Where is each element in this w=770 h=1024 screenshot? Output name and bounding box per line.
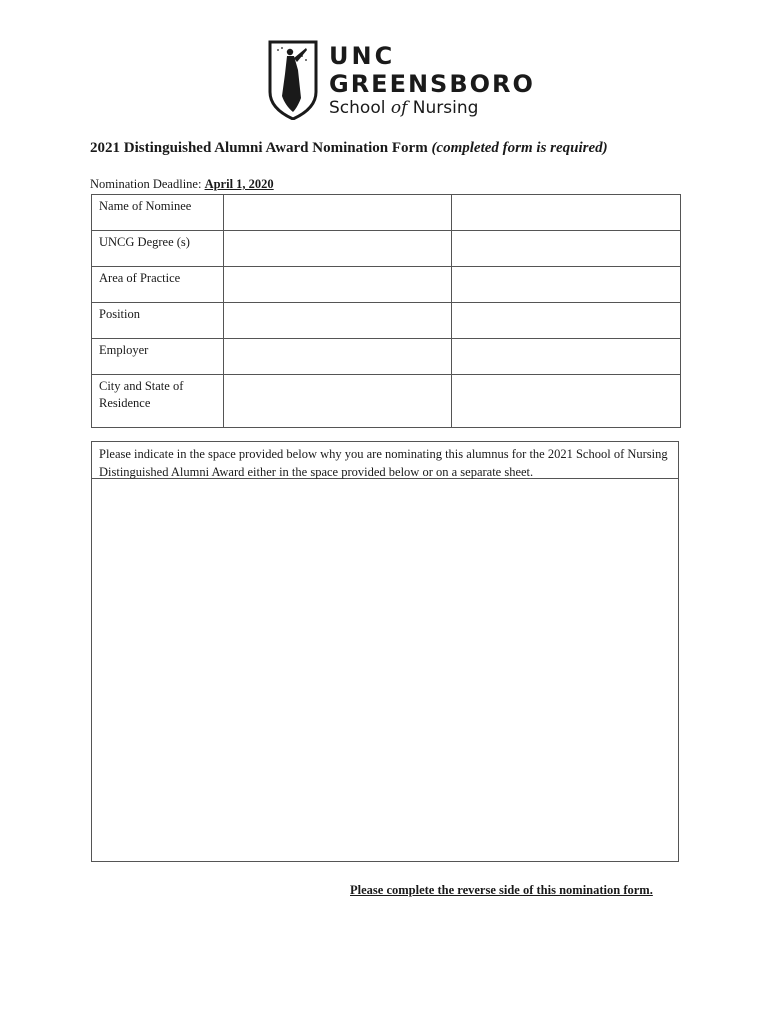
logo-school-prefix: School [329, 98, 391, 118]
area-of-practice-field-1[interactable] [224, 267, 452, 303]
position-field-1[interactable] [224, 303, 452, 339]
logo-text-unc: UNC [329, 42, 396, 70]
field-label: UNCG Degree (s) [99, 235, 190, 249]
field-label: City and State of Residence [99, 379, 184, 410]
field-label: Area of Practice [99, 271, 181, 285]
shield-statue-icon [268, 40, 318, 120]
form-title-text: 2021 Distinguished Alumni Award Nomination Form [90, 140, 428, 156]
nominee-name-field-1[interactable] [224, 195, 452, 231]
field-label-cell [92, 195, 224, 231]
logo-school-of: of [390, 98, 408, 118]
table-row [92, 267, 681, 303]
reason-text-area[interactable] [92, 479, 678, 861]
logo-text-school [329, 98, 478, 118]
uncg-logo [268, 40, 535, 122]
residence-field-2[interactable] [452, 375, 681, 428]
field-label: Employer [99, 343, 149, 357]
field-label-cell [92, 231, 224, 267]
table-row [92, 375, 681, 428]
table-row [92, 339, 681, 375]
field-label-cell [92, 339, 224, 375]
form-title-note: (completed form is required) [431, 140, 608, 156]
reason-prompt: Please indicate in the space provided below why you are nominating this alumnus for the 2021 School of Nursing Distinguished Alumni Award either in the space provided below or on a separate sheet. [92, 442, 678, 479]
area-of-practice-field-2[interactable] [452, 267, 681, 303]
nominee-name-field-2[interactable] [452, 195, 681, 231]
nomination-deadline [90, 177, 274, 192]
form-title [90, 140, 608, 157]
table-row [92, 195, 681, 231]
employer-field-2[interactable] [452, 339, 681, 375]
nominee-info-table [91, 194, 681, 428]
field-label-cell [92, 375, 224, 428]
logo-school-suffix: Nursing [407, 98, 479, 118]
field-label: Name of Nominee [99, 199, 192, 213]
table-row [92, 231, 681, 267]
position-field-2[interactable] [452, 303, 681, 339]
table-row [92, 303, 681, 339]
deadline-label: Nomination Deadline: [90, 177, 202, 191]
residence-field-1[interactable] [224, 375, 452, 428]
field-label-cell [92, 267, 224, 303]
reverse-side-note: Please complete the reverse side of this nomination form. [350, 883, 653, 897]
field-label-cell [92, 303, 224, 339]
degree-field-2[interactable] [452, 231, 681, 267]
field-label: Position [99, 307, 140, 321]
employer-field-1[interactable] [224, 339, 452, 375]
degree-field-1[interactable] [224, 231, 452, 267]
logo-text-greensboro: GREENSBORO [329, 70, 535, 98]
deadline-date: April 1, 2020 [204, 177, 274, 191]
nomination-reason-box [91, 441, 679, 862]
